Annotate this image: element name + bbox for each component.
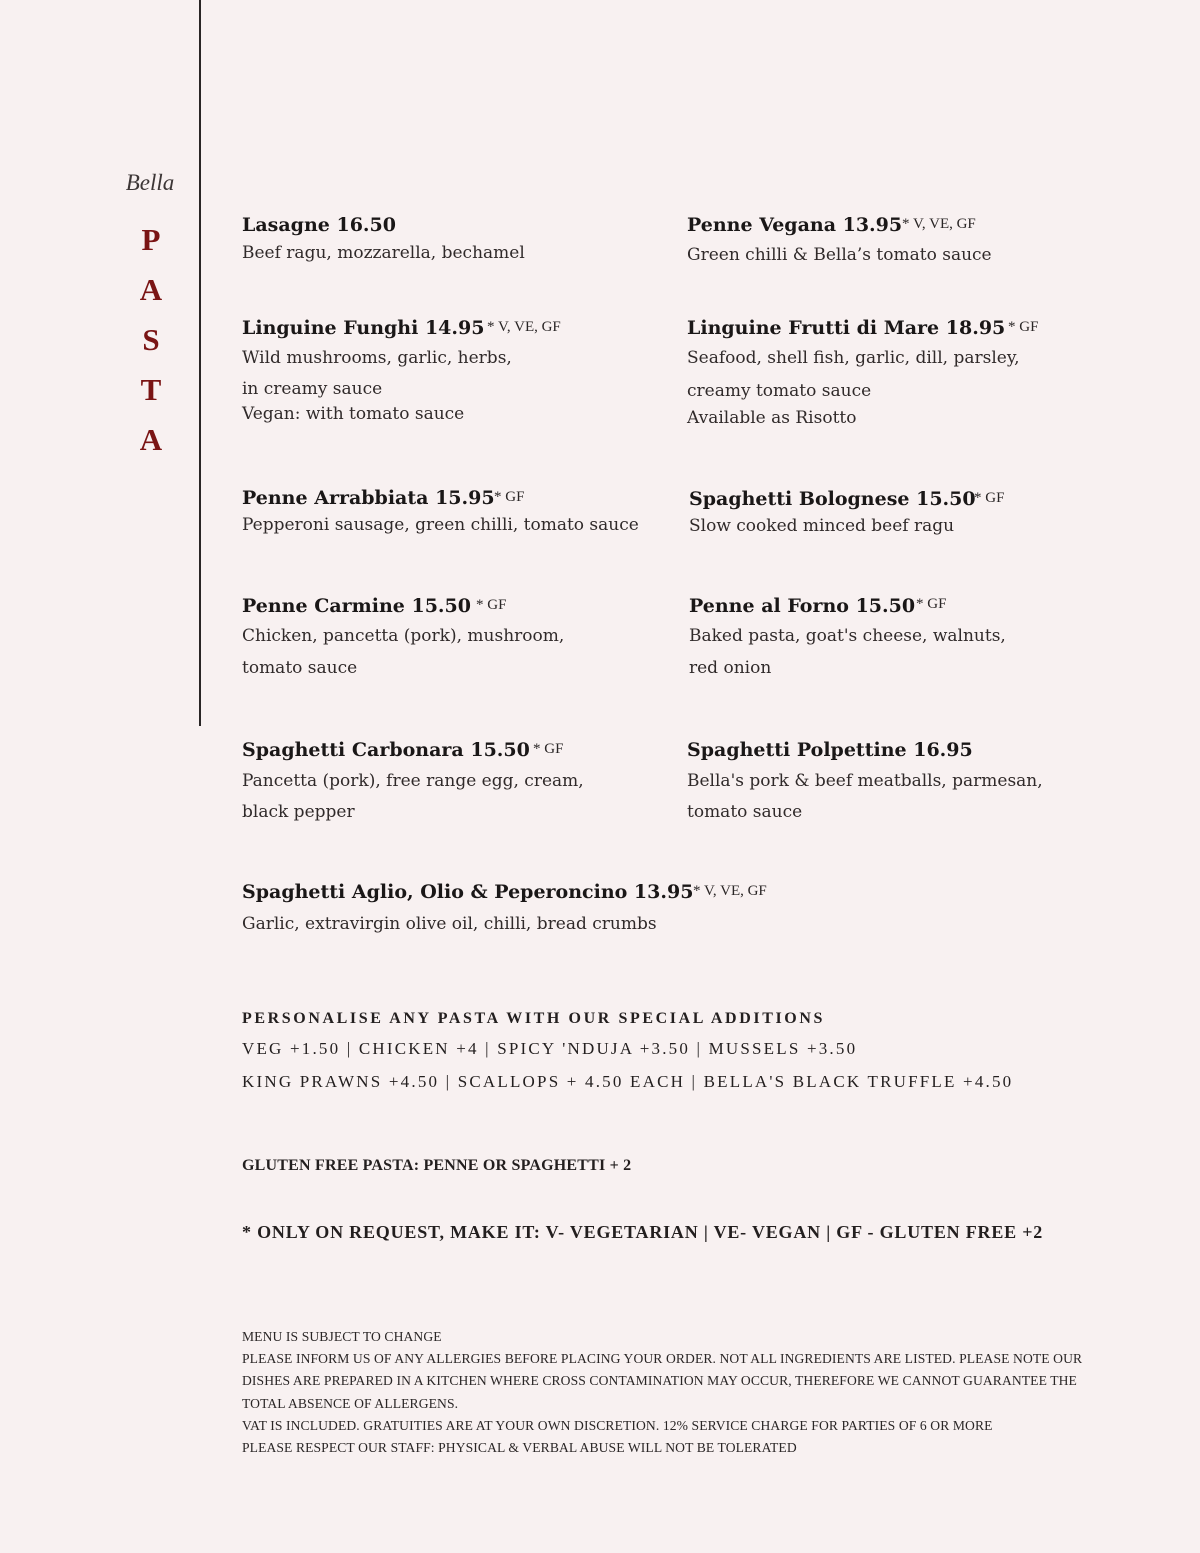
menu-item-penne-al-forno [689,595,1006,684]
title-letter-p: P [141,222,161,257]
gluten-free-note: GLUTEN FREE PASTA: PENNE OR SPAGHETTI + 2 [242,1157,632,1174]
vertical-divider [199,0,201,726]
dietary-tags: * GF [494,489,525,505]
menu-item-description [689,511,976,542]
menu-item-name: Penne al Forno 15.50 [689,595,916,617]
title-letter-t: T [140,372,162,407]
footer-line: DISHES ARE PREPARED IN A KITCHEN WHERE CROSS CONTAMINATION MAY OCCUR, THEREFORE WE CANNOT GUARANTEE THE [242,1373,1077,1389]
menu-item-description [242,909,693,940]
dietary-tags: * GF [1008,319,1039,335]
menu-item-name: Spaghetti Aglio, Olio & Peperoncino 13.95 [242,881,694,903]
dietary-tags: * GF [533,741,564,757]
dietary-tags: * V, VE, GF [902,216,976,232]
footer-line: TOTAL ABSENCE OF ALLERGENS. [242,1395,459,1411]
menu-item-spaghetti-bolognese [689,488,976,542]
menu-item-name: Lasagne 16.50 [242,214,396,236]
title-letter-a2: A [139,422,163,457]
menu-item-description [242,238,525,269]
additions-line-2: KING PRAWNS +4.50 | SCALLOPS + 4.50 EACH | BELLA'S BLACK TRUFFLE +4.50 [242,1072,1014,1091]
title-letter-s: S [142,322,160,357]
menu-item-linguine-funghi [242,317,512,428]
description-line: Slow cooked minced beef ragu [689,516,955,536]
description-line: Bella's pork & beef meatballs, parmesan, [687,771,1043,791]
description-line: Pancetta (pork), free range egg, cream, [242,771,584,791]
dietary-tags: * V, VE, GF [693,883,767,899]
menu-item-name: Spaghetti Carbonara 15.50 [242,739,530,761]
description-line: Beef ragu, mozzarella, bechamel [242,243,525,263]
menu-item-name: Penne Carmine 15.50 [242,595,471,617]
description-line: Green chilli & Bella’s tomato sauce [687,245,992,265]
description-line: Wild mushrooms, garlic, herbs, [242,348,512,368]
description-line: Baked pasta, goat's cheese, walnuts, [689,626,1006,646]
dietary-tags: * GF [974,490,1005,506]
brand-name: Bella [125,170,175,195]
menu-item-linguine-frutti-di-mare [687,317,1020,432]
menu-item-name: Linguine Funghi 14.95 [242,317,485,339]
menu-item-name: Linguine Frutti di Mare 18.95 [687,317,1006,339]
menu-item-penne-carmine [242,595,564,684]
description-line: Chicken, pancetta (pork), mushroom, [242,626,565,646]
menu-item-description [242,343,512,428]
menu-item-spaghetti-aglio-olio [242,881,693,940]
description-line: Pepperoni sausage, green chilli, tomato sauce [242,515,639,535]
footer-line: PLEASE RESPECT OUR STAFF: PHYSICAL & VERBAL ABUSE WILL NOT BE TOLERATED [242,1440,797,1456]
description-line: tomato sauce [242,658,358,678]
description-line: Garlic, extravirgin olive oil, chilli, bread crumbs [242,914,657,934]
title-letter-a: A [139,272,163,307]
menu-item-description [242,621,564,684]
menu-item-description [687,240,992,271]
menu-item-description [689,621,1006,684]
description-line: black pepper [242,802,355,822]
description-line: Available as Risotto [687,408,857,428]
menu-item-name: Spaghetti Polpettine 16.95 [687,739,973,761]
dietary-tags: * GF [916,596,947,612]
description-line: Vegan: with tomato sauce [242,404,465,424]
menu-item-name: Penne Arrabbiata 15.95 [242,487,495,509]
dietary-request-note: * ONLY ON REQUEST, MAKE IT: V- VEGETARIAN | VE- VEGAN | GF - GLUTEN FREE +2 [242,1222,1044,1242]
menu-item-description [242,510,639,541]
footer-line: VAT IS INCLUDED. GRATUITIES ARE AT YOUR OWN DISCRETION. 12% SERVICE CHARGE FOR PARTIES OF 6 OR MORE [242,1417,993,1433]
menu-item-description [687,343,1020,432]
additions-heading: PERSONALISE ANY PASTA WITH OUR SPECIAL ADDITIONS [242,1010,825,1027]
description-line: tomato sauce [687,802,803,822]
menu-item-name: Penne Vegana 13.95 [687,214,903,236]
footer-line: PLEASE INFORM US OF ANY ALLERGIES BEFORE PLACING YOUR ORDER. NOT ALL INGREDIENTS ARE LISTED. PLEASE NOTE OUR [242,1351,1083,1367]
menu-item-description [242,766,584,828]
menu-item-description [687,766,1043,828]
footer-disclaimer [242,1326,1172,1459]
menu-item-name: Spaghetti Bolognese 15.50 [689,488,976,510]
footer-line: MENU IS SUBJECT TO CHANGE [242,1329,442,1344]
description-line: creamy tomato sauce [687,381,872,401]
menu-item-penne-arrabbiata [242,487,639,541]
menu-item-spaghetti-polpettine [687,739,1043,828]
description-line: in creamy sauce [242,379,383,399]
additions-line-1: VEG +1.50 | CHICKEN +4 | SPICY 'NDUJA +3.50 | MUSSELS +3.50 [242,1039,858,1058]
dietary-tags: * GF [476,597,507,613]
description-line: Seafood, shell fish, garlic, dill, parsley, [687,348,1020,368]
dietary-tags: * V, VE, GF [487,319,561,335]
menu-item-lasagne [242,214,525,269]
description-line: red onion [689,658,772,678]
